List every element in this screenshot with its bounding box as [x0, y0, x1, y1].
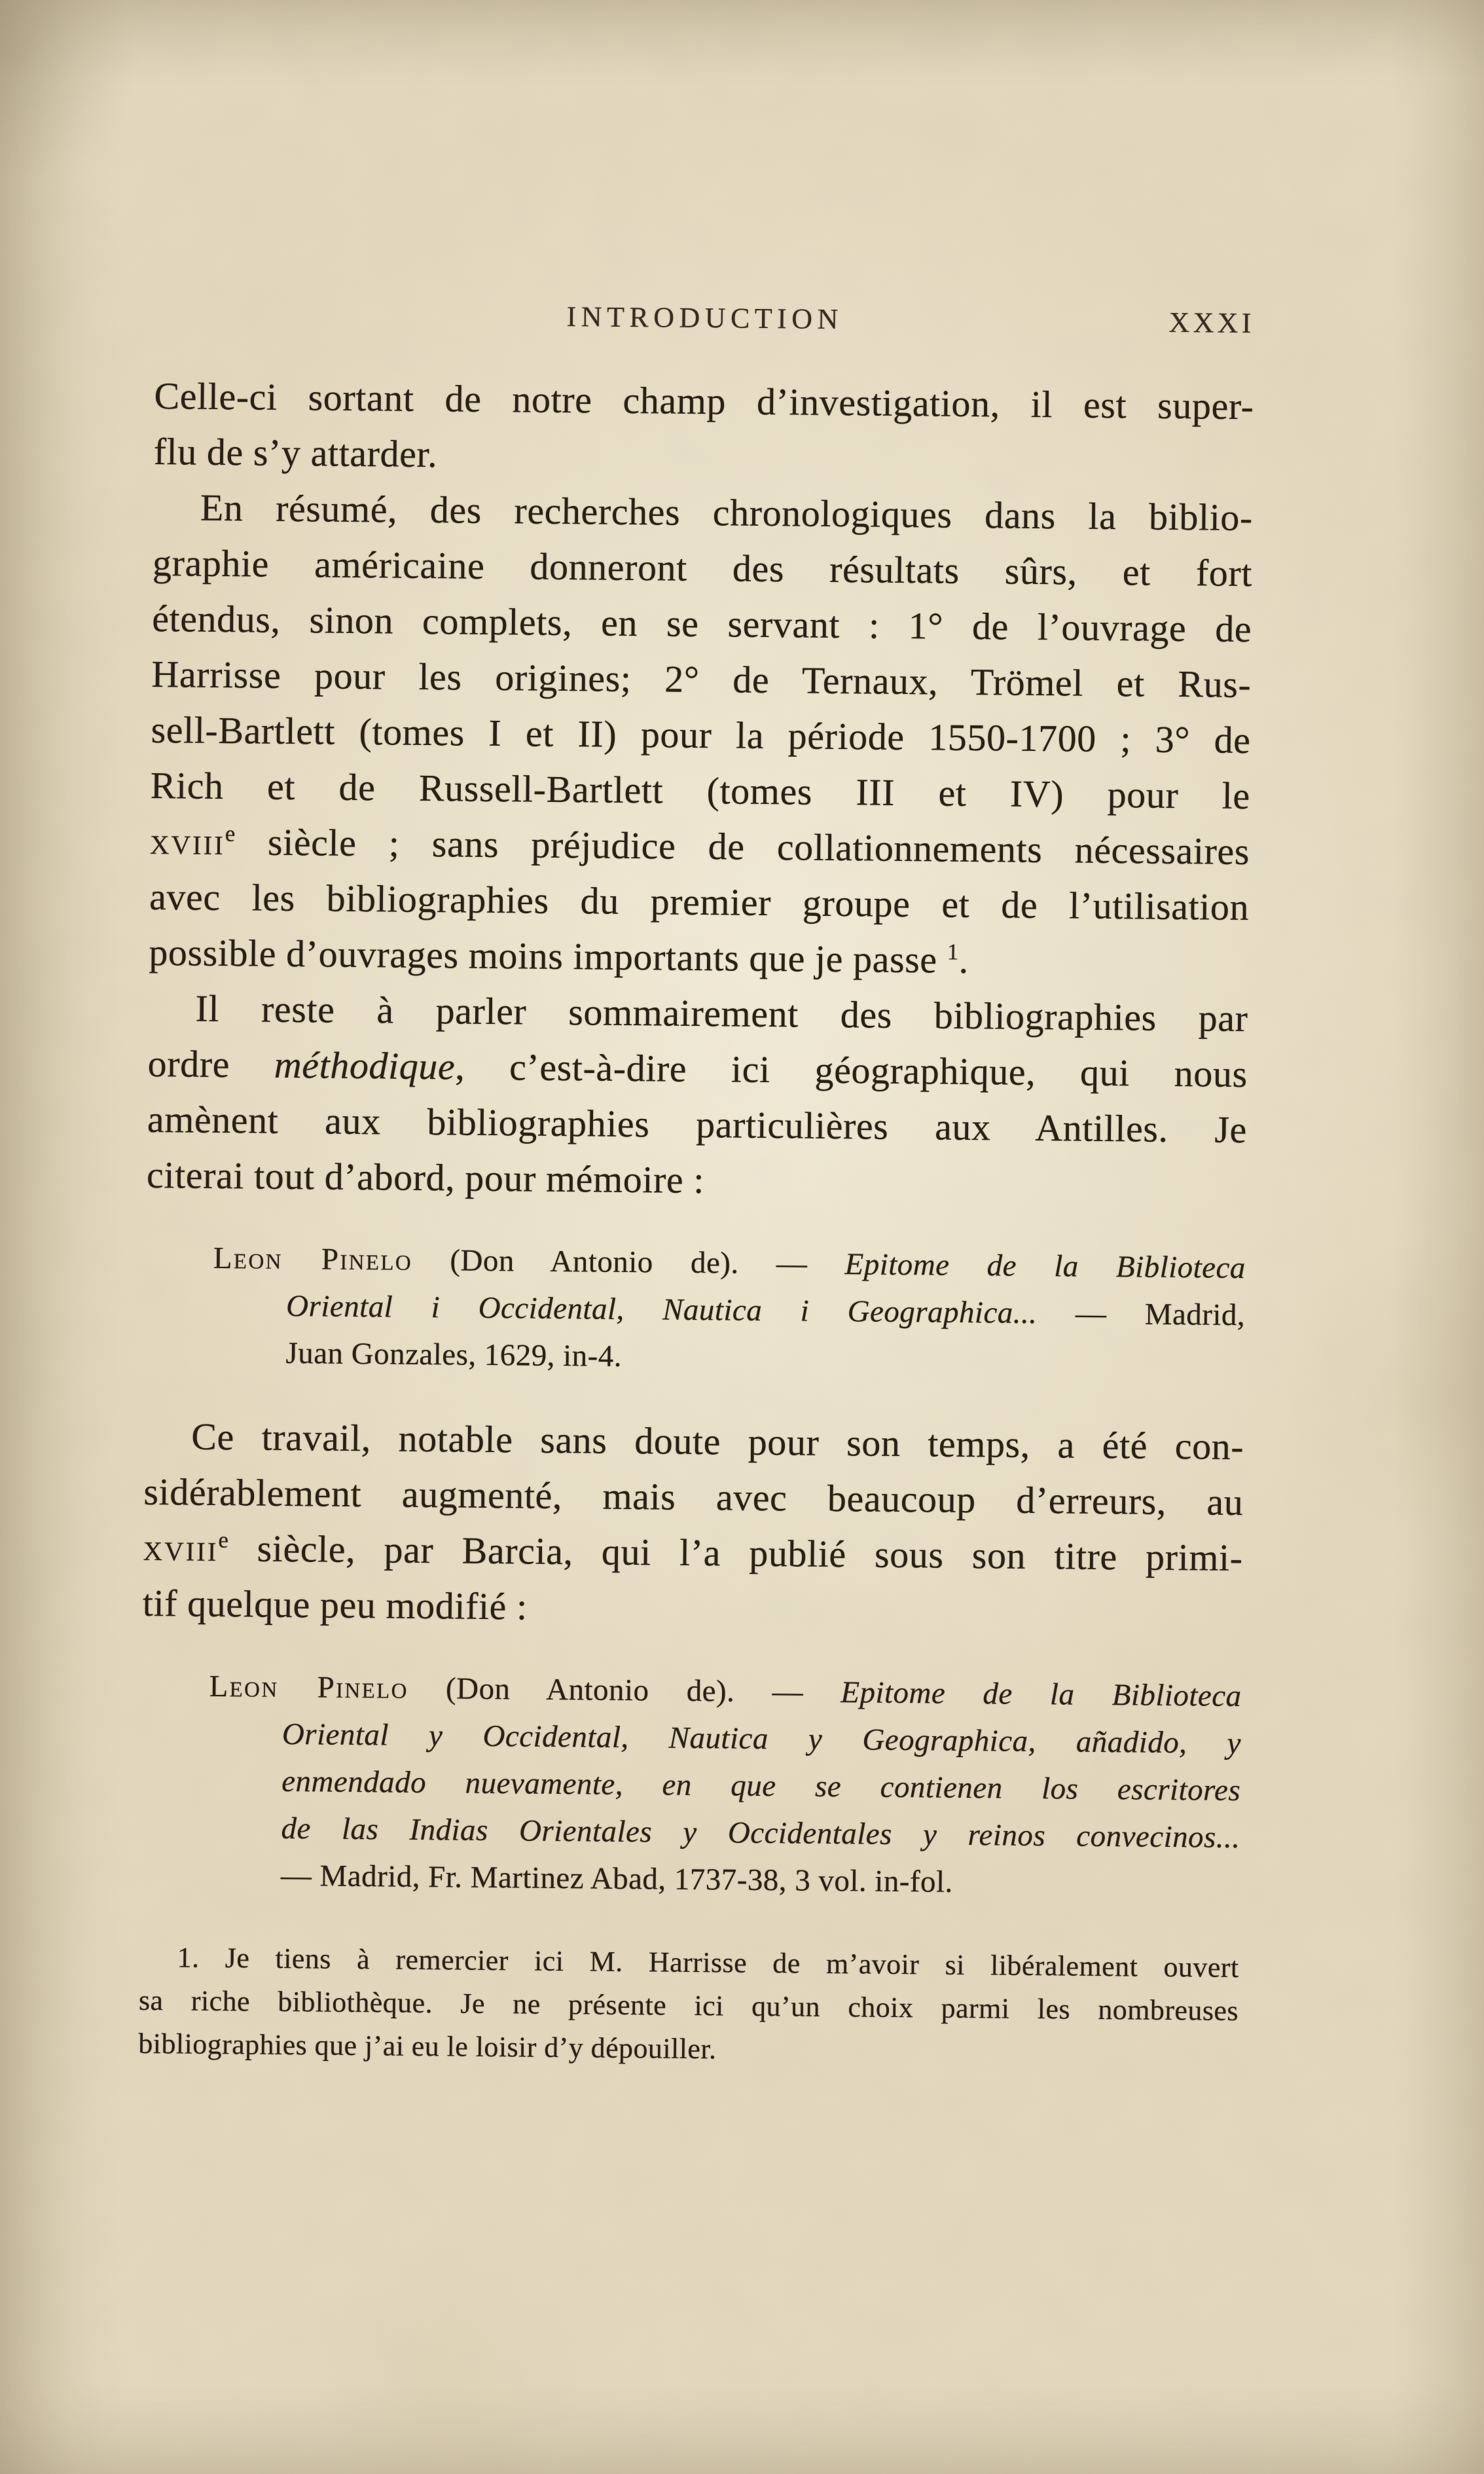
text-segment: amènent aux bibliographies particulières aux Antilles. Je [147, 1097, 1248, 1152]
text-line [153, 535, 1253, 601]
text-segment: (Don Antonio de). — [412, 1243, 845, 1282]
text-segment: xviii [149, 819, 226, 864]
methodique-paragraph [147, 980, 1248, 1213]
text-segment: Harrisse pour les origines; 2° de Ternaux, Trömel et Rus- [151, 652, 1252, 706]
text-segment: sell-Bartlett (tomes I et II) pour la période 1550-1700 ; 3° de [151, 708, 1251, 762]
text-column [138, 296, 1255, 2076]
text-line [281, 1852, 1240, 1908]
text-segment: siècle ; sans préjudice de collationnements nécessaires [235, 820, 1250, 873]
text-segment: étendus, sinon complets, en se servant : 1° de l’ouvrage de [151, 596, 1252, 651]
text-segment: Oriental i Occidental, Nautica i Geographica... [285, 1288, 1038, 1331]
text-segment: enmendado nuevamente, en que se contienen los escritores [281, 1764, 1241, 1808]
text-segment: e [218, 1527, 229, 1553]
text-segment: xviii [143, 1525, 219, 1570]
footnote [138, 1936, 1239, 2076]
text-segment: Rich et de Russell-Bartlett (tomes III et IV) pour le [150, 763, 1251, 818]
text-line [150, 813, 1250, 879]
page-number: XXXI [1168, 306, 1255, 340]
text-segment: 1 [947, 939, 960, 965]
text-segment: — Madrid, Fr. Martinez Abad, 1737-38, 3 vol. in-fol. [280, 1858, 954, 1899]
barcia-paragraph [142, 1408, 1244, 1641]
text-segment: tif quelque peu modifié : [142, 1581, 528, 1628]
text-segment: sidérablement augmenté, mais avec beaucoup d’erreurs, au [143, 1470, 1244, 1524]
text-line [153, 479, 1253, 545]
text-segment: e [225, 820, 236, 846]
text-segment: Leon Pinelo [213, 1241, 413, 1277]
text-segment: Epitome de la Biblioteca [844, 1247, 1246, 1286]
chronological-paragraph [149, 479, 1253, 991]
text-segment: — Madrid, [1037, 1296, 1246, 1333]
opening-paragraph [153, 368, 1254, 490]
text-segment: Leon Pinelo [209, 1669, 409, 1705]
running-title: INTRODUCTION [566, 300, 844, 336]
text-line [149, 869, 1250, 935]
text-segment: Ce travail, notable sans doute pour son temps, a été con- [190, 1415, 1244, 1468]
text-segment: possible d’ouvrages moins importants que je passe [149, 930, 948, 981]
text-segment: Juan Gonzales, 1629, in-4. [285, 1336, 623, 1373]
text-segment: , c’est-à-dire ici géographique, qui nous [454, 1045, 1248, 1096]
text-segment: sa riche bibliothèque. Je ne présente ici qu’un choix parmi les nombreuses [138, 1984, 1239, 2028]
text-segment: En résumé, des recherches chronologiques dans la biblio- [200, 486, 1254, 539]
text-line [151, 646, 1252, 712]
citation-pinelo-1629 [145, 1234, 1246, 1386]
text-line [154, 368, 1254, 434]
text-segment: avec les bibliographies du premier groupe et de l’utilisation [149, 875, 1250, 929]
text-line [148, 980, 1248, 1046]
text-line [285, 1330, 1245, 1386]
text-segment: de las Indias Orientales y Occidentales y reinos convecinos... [281, 1811, 1240, 1855]
text-segment: Celle-ci sortant de notre champ d’investigation, il est super- [154, 374, 1254, 428]
text-line [143, 1519, 1243, 1586]
text-segment: Oriental y Occidental, Nautica y Geographica, añadido, y [281, 1717, 1242, 1761]
text-line [150, 757, 1250, 824]
text-segment: 1. Je tiens à remercier ici M. Harrisse de m’avoir si libéralement ouvert [177, 1941, 1239, 1984]
text-segment: ordre [147, 1042, 275, 1086]
text-line [153, 424, 1254, 490]
text-line [151, 702, 1251, 768]
text-blocks [138, 368, 1254, 2076]
citation-pinelo-1737 [140, 1662, 1242, 1908]
text-line [142, 1575, 1242, 1641]
text-segment: . [958, 938, 969, 981]
text-segment: méthodique [274, 1043, 456, 1088]
text-line [152, 591, 1252, 657]
text-segment: Epitome de la Biblioteca [841, 1675, 1242, 1714]
text-segment: flu de s’y attarder. [153, 429, 438, 476]
text-line [147, 1091, 1248, 1157]
text-line [144, 1408, 1244, 1474]
text-line [149, 924, 1249, 991]
page-header [155, 296, 1255, 340]
text-line [143, 1464, 1244, 1530]
text-segment: siècle, par Barcia, qui l’a publié sous son titre primi- [228, 1527, 1243, 1580]
text-segment: bibliographies que j’ai eu le loisir d’y dépouiller. [138, 2027, 717, 2065]
text-segment: graphie américaine donneront des résultats sûrs, et fort [152, 541, 1253, 595]
text-line [147, 1036, 1248, 1102]
text-segment: citerai tout d’abord, pour mémoire : [146, 1153, 705, 1202]
text-segment: Il reste à parler sommairement des bibliographies par [195, 987, 1248, 1040]
text-segment: (Don Antonio de). — [408, 1671, 841, 1710]
text-line [147, 1147, 1247, 1213]
